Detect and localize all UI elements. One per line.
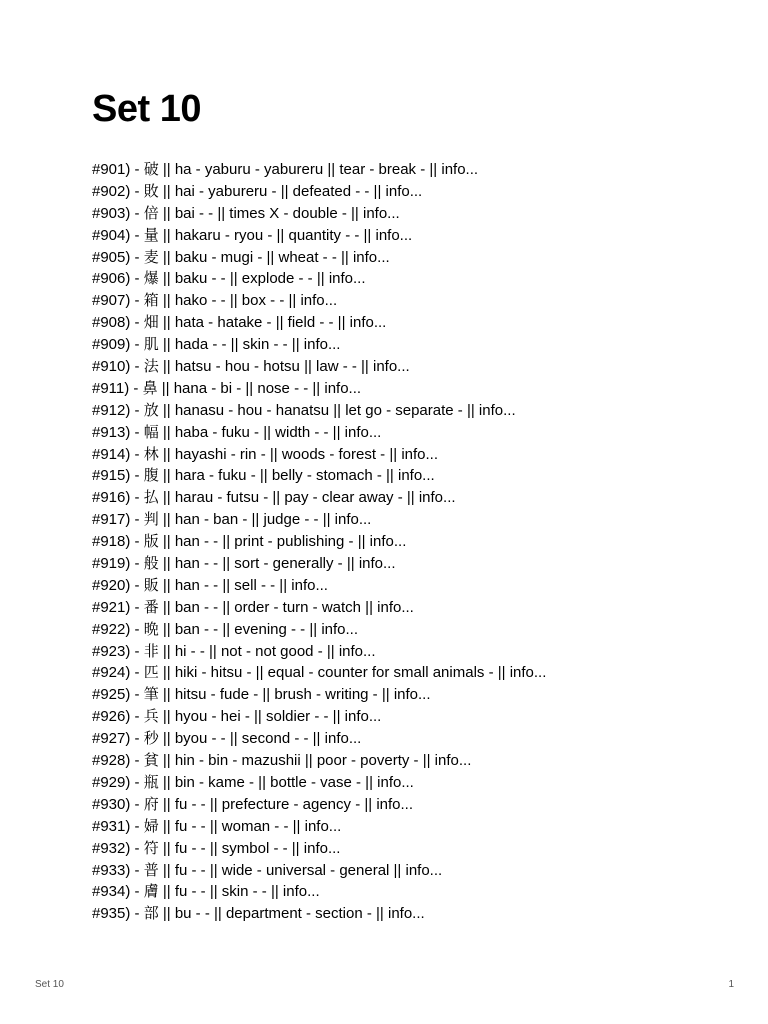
entry-text: #918) - 版 || han - - || print - publishing - || (92, 533, 366, 551)
entry-text: #931) - 婦 || fu - - || woman - - || (92, 817, 301, 835)
info-link[interactable]: info... (358, 555, 396, 573)
entry-text: #912) - 放 || hanasu - hou - hanatsu || let go - separate - || (92, 401, 475, 419)
entry-text: #928) - 貧 || hin - bin - mazushii || poor - poverty - || (92, 752, 431, 770)
info-link[interactable]: info... (375, 226, 413, 244)
entry-text: #908) - 畑 || hata - hatake - || field - - || (92, 314, 346, 332)
kanji-entry (92, 881, 546, 903)
info-link[interactable]: info... (369, 533, 407, 551)
entry-text: #917) - 判 || han - ban - || judge - - || (92, 511, 331, 529)
entry-text: #914) - 林 || hayashi - rin - || woods - forest - || (92, 445, 398, 463)
info-link[interactable]: info... (344, 708, 382, 726)
kanji-entry (92, 903, 546, 925)
info-link[interactable]: info... (334, 511, 372, 529)
info-link[interactable]: info... (324, 379, 362, 397)
entry-text: #924) - 匹 || hiki - hitsu - || equal - counter for small animals - || (92, 664, 506, 682)
entry-text: #927) - 秒 || byou - - || second - - || (92, 730, 321, 748)
kanji-entry (92, 422, 546, 444)
entry-text: #903) - 倍 || bai - - || times X - double - || (92, 204, 359, 222)
entry-text: #913) - 幅 || haba - fuku - || width - - || (92, 423, 341, 441)
entry-text: #925) - 筆 || hitsu - fude - || brush - writing - || (92, 686, 390, 704)
entry-text: #923) - 非 || hi - - || not - not good - || (92, 642, 335, 660)
info-link[interactable]: info... (324, 730, 362, 748)
entry-text: #919) - 般 || han - - || sort - generally - || (92, 555, 355, 573)
kanji-entry (92, 159, 546, 181)
entry-text: #933) - 普 || fu - - || wide - universal - general || (92, 861, 402, 879)
info-link[interactable]: info... (349, 314, 387, 332)
entry-text: #909) - 肌 || hada - - || skin - - || (92, 336, 300, 354)
entry-text: #934) - 膚 || fu - - || skin - - || (92, 883, 279, 901)
kanji-entry (92, 750, 546, 772)
entry-text: #921) - 番 || ban - - || order - turn - watch || (92, 598, 373, 616)
info-link[interactable]: info... (401, 445, 439, 463)
info-link[interactable]: info... (509, 664, 547, 682)
entry-text: #935) - 部 || bu - - || department - section - || (92, 905, 384, 923)
entry-text: #930) - 府 || fu - - || prefecture - agency - || (92, 795, 373, 813)
entry-text: #907) - 箱 || hako - - || box - - || (92, 292, 297, 310)
info-link[interactable]: info... (388, 905, 425, 923)
kanji-entry (92, 181, 546, 203)
kanji-entry (92, 487, 546, 509)
info-link[interactable]: info... (303, 336, 341, 354)
kanji-entry (92, 334, 546, 356)
kanji-entry (92, 860, 546, 882)
entry-text: #929) - 瓶 || bin - kame - || bottle - vase - || (92, 773, 373, 791)
kanji-entry (92, 641, 546, 663)
kanji-entry (92, 203, 546, 225)
info-link[interactable]: info... (397, 467, 435, 485)
info-link[interactable]: info... (321, 620, 358, 638)
kanji-entry (92, 772, 546, 794)
kanji-entry (92, 619, 546, 641)
info-link[interactable]: info... (300, 292, 338, 310)
kanji-entry (92, 290, 546, 312)
kanji-entry (92, 706, 546, 728)
entry-text: #915) - 腹 || hara - fuku - || belly - stomach - || (92, 467, 394, 485)
kanji-entry (92, 662, 546, 684)
entry-text: #904) - 量 || hakaru - ryou - || quantity - - || (92, 226, 372, 244)
info-link[interactable]: info... (405, 861, 443, 879)
kanji-entry (92, 575, 546, 597)
info-link[interactable]: info... (377, 598, 414, 616)
info-link[interactable]: info... (373, 358, 410, 376)
info-link[interactable]: info... (376, 795, 414, 813)
entry-text: #922) - 晩 || ban - - || evening - - || (92, 620, 318, 638)
info-link[interactable]: info... (344, 423, 382, 441)
page-title: Set 10 (92, 88, 201, 130)
info-link[interactable]: info... (434, 752, 472, 770)
info-link[interactable]: info... (418, 489, 456, 507)
info-link[interactable]: info... (362, 204, 400, 222)
entry-text: #920) - 販 || han - - || sell - - || (92, 576, 288, 594)
kanji-entry (92, 816, 546, 838)
entry-text: #905) - 麦 || baku - mugi - || wheat - - || (92, 248, 349, 266)
info-link[interactable]: info... (377, 773, 414, 791)
entry-text: #901) - 破 || ha - yaburu - yabureru || tear - break - || (92, 161, 438, 178)
kanji-entry (92, 400, 546, 422)
info-link[interactable]: info... (393, 686, 431, 704)
info-link[interactable]: info... (304, 817, 342, 835)
info-link[interactable]: info... (441, 161, 479, 178)
entry-text: #911) - 鼻 || hana - bi - || nose - - || (92, 379, 321, 397)
kanji-entry (92, 509, 546, 531)
entry-text: #910) - 法 || hatsu - hou - hotsu || law - - || (92, 358, 369, 376)
entry-text: #926) - 兵 || hyou - hei - || soldier - - || (92, 708, 341, 726)
kanji-entry (92, 684, 546, 706)
kanji-entry (92, 728, 546, 750)
kanji-entry (92, 553, 546, 575)
info-link[interactable]: info... (282, 883, 320, 901)
entry-text: #932) - 符 || fu - - || symbol - - || (92, 839, 300, 857)
info-link[interactable]: info... (385, 182, 423, 200)
footer-label: Set 10 (35, 979, 64, 990)
info-link[interactable]: info... (352, 248, 390, 266)
kanji-entry (92, 312, 546, 334)
entry-text: #906) - 爆 || baku - - || explode - - || (92, 270, 325, 288)
kanji-entry (92, 225, 546, 247)
info-link[interactable]: info... (478, 401, 516, 419)
page-number: 1 (728, 979, 734, 990)
kanji-entry (92, 356, 546, 378)
kanji-entry (92, 838, 546, 860)
kanji-entry (92, 465, 546, 487)
kanji-entry (92, 794, 546, 816)
kanji-entry (92, 597, 546, 619)
kanji-entry-list (92, 159, 546, 925)
kanji-entry (92, 247, 546, 269)
entry-text: #902) - 敗 || hai - yabureru - || defeated - - || (92, 182, 382, 200)
info-link[interactable]: info... (291, 576, 328, 594)
entry-text: #916) - 払 || harau - futsu - || pay - clear away - || (92, 489, 415, 507)
kanji-entry (92, 531, 546, 553)
info-link[interactable]: info... (303, 839, 341, 857)
kanji-entry (92, 378, 546, 400)
info-link[interactable]: info... (328, 270, 366, 288)
kanji-entry (92, 268, 546, 290)
info-link[interactable]: info... (338, 642, 376, 660)
kanji-entry (92, 444, 546, 466)
